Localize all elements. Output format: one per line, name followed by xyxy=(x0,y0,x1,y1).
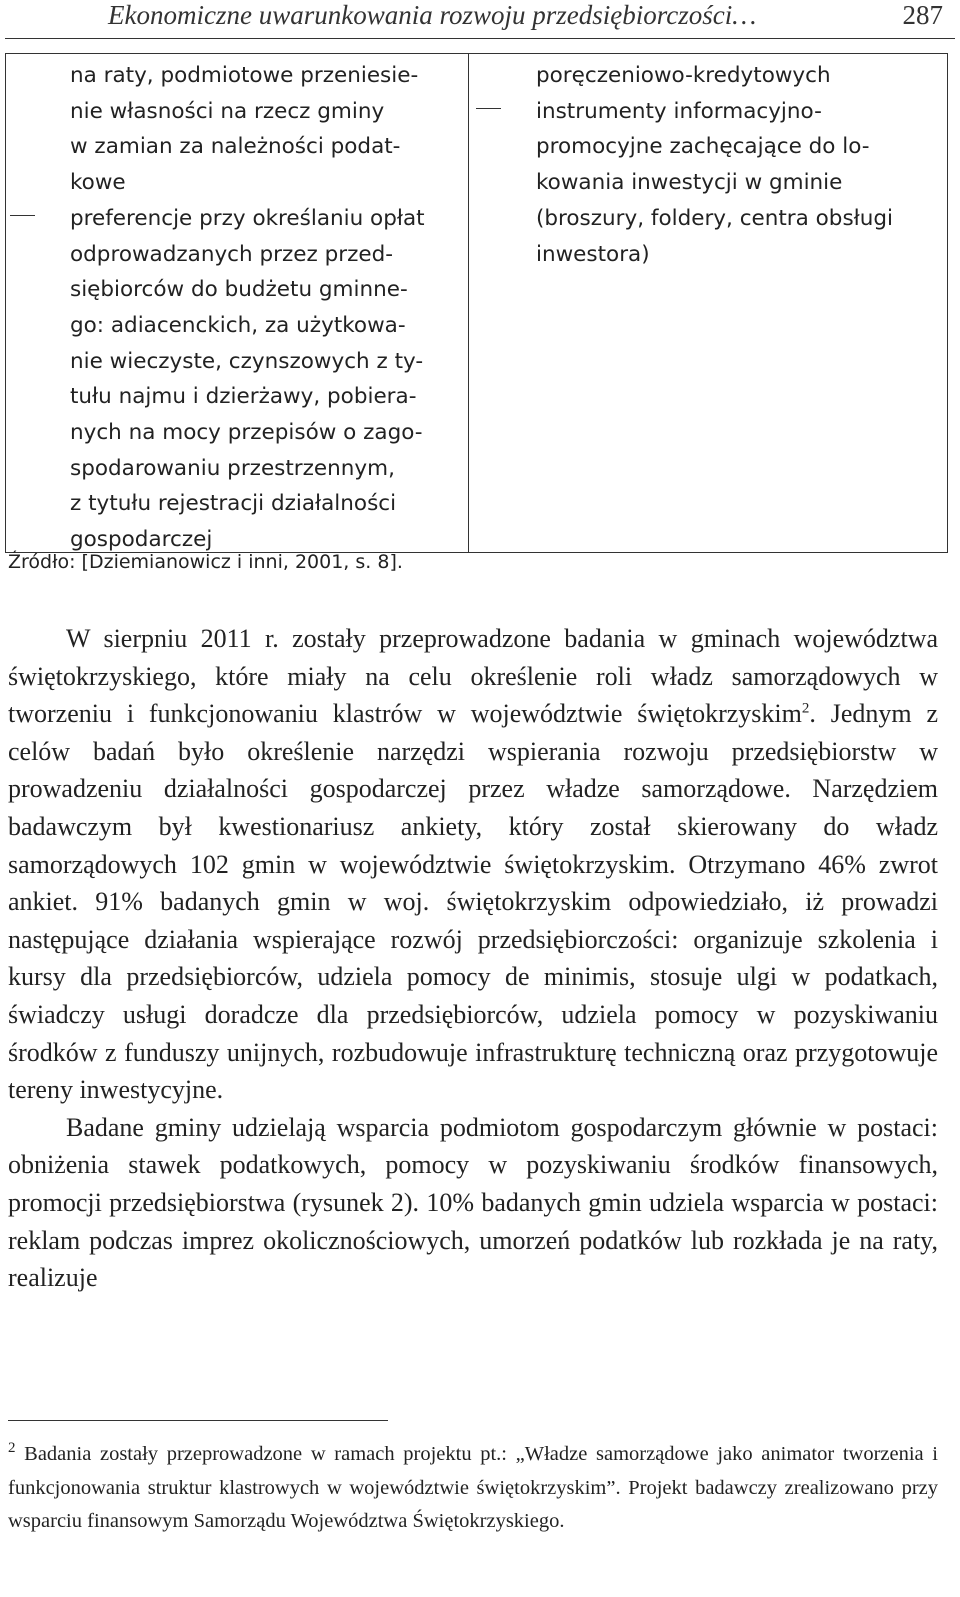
page-number: 287 xyxy=(902,0,943,30)
table-right-column xyxy=(536,58,893,272)
footnote xyxy=(8,1438,938,1539)
table-line: poręczeniowo-kredytowych xyxy=(536,63,831,88)
table-line: spodarowaniu przestrzennym, xyxy=(70,455,395,481)
table-source: Źródło: [Dziemianowicz i inni, 2001, s. 8]. xyxy=(8,551,403,573)
table-line: siębiorców do budżetu gminne- xyxy=(70,277,408,303)
table-line: instrumenty informacyjno- xyxy=(536,98,822,124)
paragraph-text: . Jednym z celów badań było określenie narzędzi wspierania rozwoju przedsiębiorstw w prowadzeniu działalności gospodarczej przez władze samorządowe. Narzędziem badawczym był kwestionariusz ankiety, który został skierowany do władz samorządowych 102 gmin w województwie świętokrzyskim. Otrzymano 46% zwrot ankiet. 91% badanych gmin w woj. świętokrzyskim odpowiedziało, iż prowadzi następujące działania wspierające rozwój przedsiębiorczości: organizuje szkolenia i kursy dla przedsiębiorców, udziela pomocy de minimis, stosuje ulgi w podatkach, świadczy usługi doradcze dla przedsiębiorców, udziela pomocy w pozyskiwaniu środków z funduszy unijnych, rozbudowuje infrastrukturę techniczną oraz przygotowuje tereny inwestycyjne. xyxy=(8,699,939,1105)
table-line: kowania inwestycji w gminie xyxy=(536,170,843,196)
table-line: preferencje przy określaniu opłat xyxy=(70,205,425,231)
page-header xyxy=(5,0,955,39)
table-line: (broszury, foldery, centra obsługi xyxy=(536,205,894,231)
paragraph: Badane gminy udzielają wsparcia podmiotom gospodarczym głównie w postaci: obniżenia stawek podatkowych, pomocy w pozyskiwaniu środków finansowych, promocji przedsiębiorstwa (rysunek 2). 10% badanych gmin udziela wsparcia w postaci: reklam podczas imprez okolicznościowych, umorzeń podatków lub rozkłada je na raty, realizuje xyxy=(8,1112,938,1293)
table-line: odprowadzanych przez przed- xyxy=(70,241,393,267)
body-text xyxy=(8,620,938,1297)
table-left-column xyxy=(70,58,425,558)
table-line: go: adiacenckich, za użytkowa- xyxy=(70,312,406,338)
list-dash xyxy=(10,215,35,216)
footnote-number: 2 xyxy=(8,1440,16,1457)
list-dash xyxy=(476,108,501,109)
footnote-separator xyxy=(8,1420,388,1421)
table-line: na raty, podmiotowe przeniesie- xyxy=(70,63,419,88)
table-line: nie wieczyste, czynszowych z ty- xyxy=(70,348,424,374)
paragraph-text: W sierpniu 2011 r. zostały przeprowadzone badania w gminach województwa świętokrzyskiego, które miały na celu określenie roli władz samorządowych w tworzeniu i funkcjonowaniu klastrów w województwie świętokrzyskim xyxy=(8,624,938,729)
table-line: nych na mocy przepisów o zago- xyxy=(70,420,423,446)
footnote-text: Badania zostały przeprowadzone w ramach projektu pt.: „Władze samorządowe jako animator tworzenia i funkcjonowania struktur klastrowych w województwie świętokrzyskim”. Projekt badawczy zrealizowano przy wsparciu finansowym Samorządu Województwa Świętokrzyskiego. xyxy=(8,1443,938,1532)
running-title: Ekonomiczne uwarunkowania rozwoju przedsiębiorczości… xyxy=(108,0,757,30)
column-divider xyxy=(468,54,469,552)
table-line: promocyjne zachęcające do lo- xyxy=(536,134,870,160)
table-line: inwestora) xyxy=(536,241,650,267)
table-line: z tytułu rejestracji działalności xyxy=(70,491,397,517)
table-line: w zamian za należności podat- xyxy=(70,134,401,160)
table-line: kowe xyxy=(70,170,126,196)
paragraph xyxy=(8,620,938,1109)
table-line: nie własności na rzecz gminy xyxy=(70,98,385,124)
table-line: tułu najmu i dzierżawy, pobiera- xyxy=(70,384,417,410)
footnote-ref: 2 xyxy=(801,700,810,717)
table-line: gospodarczej xyxy=(70,527,213,553)
